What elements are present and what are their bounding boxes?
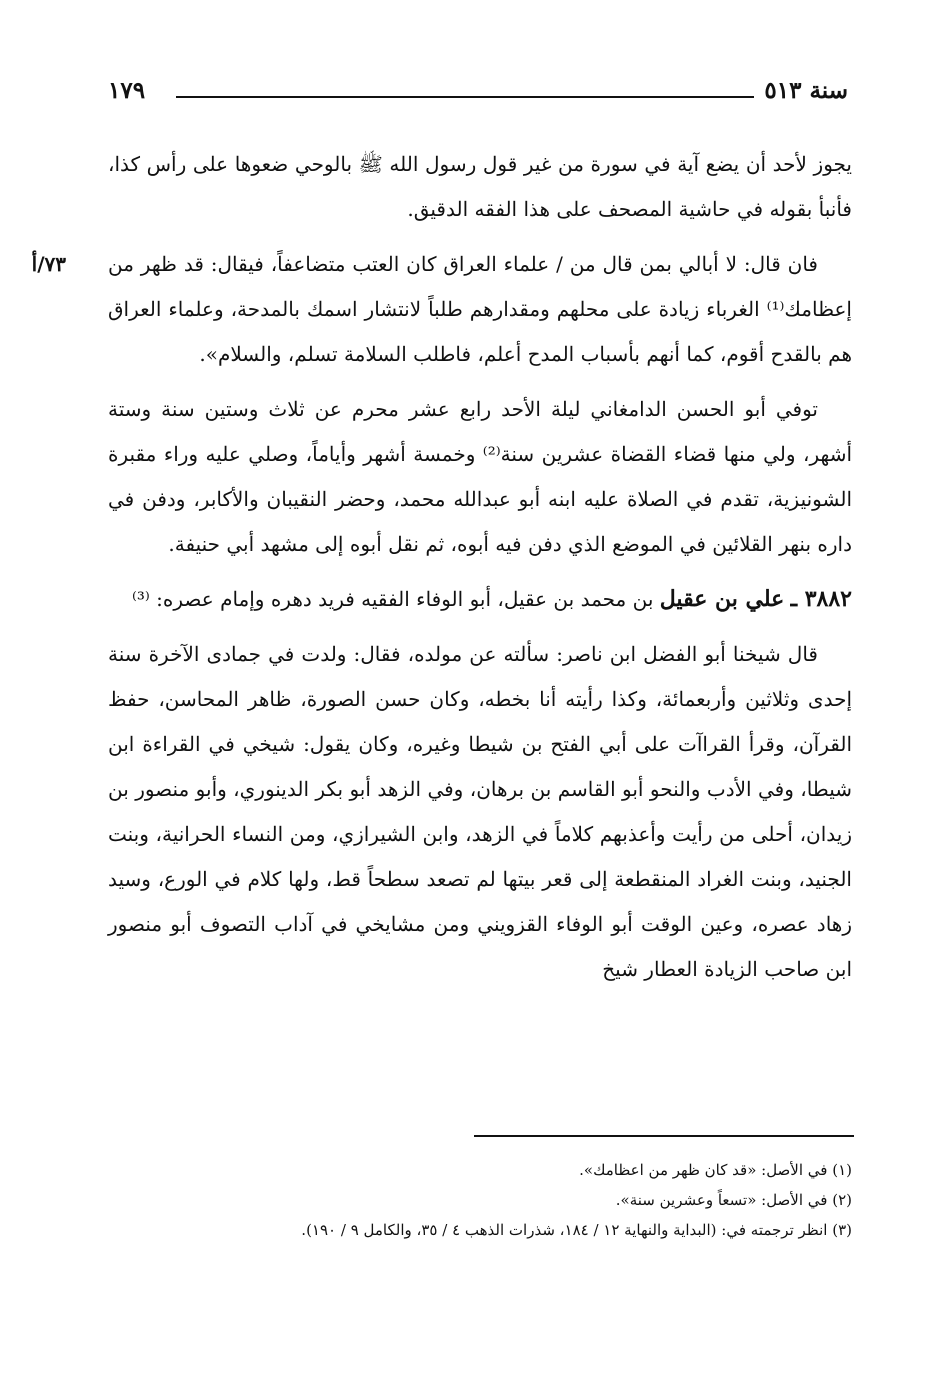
header-year: سنة ٥١٣ <box>764 77 848 104</box>
paragraph-3: توفي أبو الحسن الدامغاني ليلة الأحد رابع عشر محرم عن ثلاث وستين سنة وستة أشهر، ولي منها قضاء القضاة عشرين سنة⁽²⁾ وخمسة أشهر وأياماً، وصلي عليه وراء مقبرة الشونيزية، تقدم في الصلاة عليه ابنه أبو عبدالله محمد، وحضر النقيبان والأكابر، ودفن في داره بنهر القلائين في الموضع الذي دفن فيه أبوه، ثم نقل أبوه إلى مشهد أبي حنيفة. <box>108 397 853 556</box>
paragraph-2-text: فان قال: لا أبالي بمن قال من / علماء العراق كان العتب متضاعفاً، فيقال: قد ظهر من إعظامك⁽¹⁾ الغرباء زيادة على محلهم ومقدارهم طلباً لانتشار اسمك بالمدحة، وعلماء العراق هم بالقدح أقوم، كما أنهم بأسباب المدح أعلم، فاطلب السلامة تسلم، والسلام». <box>108 252 852 366</box>
footnotes <box>108 1155 852 1245</box>
footnote-1: (١) في الأصل: «قد كان ظهر من اعظامك». <box>579 1161 852 1179</box>
biography-name: علي بن عقيل <box>659 586 785 612</box>
manuscript-folio-mark: ٧٣/أ <box>31 252 66 276</box>
footnote-separator <box>474 1135 854 1137</box>
paragraph-2 <box>31 242 852 377</box>
biography-description: بن محمد بن عقيل، أبو الوفاء الفقيه فريد دهره وإمام عصره: ⁽³⁾ <box>131 587 654 611</box>
footnote-2: (٢) في الأصل: «تسعاً وعشرين سنة». <box>615 1191 852 1209</box>
page-number: ١٧٩ <box>108 77 146 104</box>
biography-heading <box>108 577 852 622</box>
footnote-3: (٣) انظر ترجمته في: (البداية والنهاية ١٢ / ١٨٤، شذرات الذهب ٤ / ٣٥، والكامل ٩ / ١٩٠). <box>301 1221 852 1239</box>
paragraph-1: يجوز لأحد أن يضع آية في سورة من غير قول رسول الله ﷺ بالوحي ضعوها على رأس كذا، فأنبأ بقوله في حاشية المصحف على هذا الفقه الدقيق. <box>108 152 853 221</box>
paragraph-5: قال شيخنا أبو الفضل ابن ناصر: سألته عن مولده، فقال: ولدت في جمادى الآخرة سنة إحدى وثلاثين وأربعمائة، وكذا رأيته أنا بخطه، وكان حسن الصورة، ظاهر المحاسن، حفظ القرآن، وقرأ القراآت على أبي الفتح بن شيطا وغيره، وكان يقول: شيخي في القراءة ابن شيطا، وفي الأدب والنحو أبو القاسم بن برهان، وفي الزهد أبو بكر الدينوري، وأبو منصور بن زيدان، أحلى من رأيت وأعذبهم كلاماً في الزهد، وابن الشيرازي، ومن النساء الحرانية، وبنت الجنيد، وبنت الغراد المنقطعة إلى قعر بيتها لم تصعد سطحاً قط، ولها كلام في الورع، وسيد زهاد عصره، وعين الوقت أبو الوفاء القزويني ومن مشايخي في آداب التصوف أبو منصور ابن صاحب الزيادة العطار شيخ <box>108 642 852 981</box>
main-text <box>31 142 853 1002</box>
biography-number: ٣٨٨٢ ـ <box>790 586 852 612</box>
running-header <box>108 74 848 114</box>
header-rule <box>176 96 754 98</box>
